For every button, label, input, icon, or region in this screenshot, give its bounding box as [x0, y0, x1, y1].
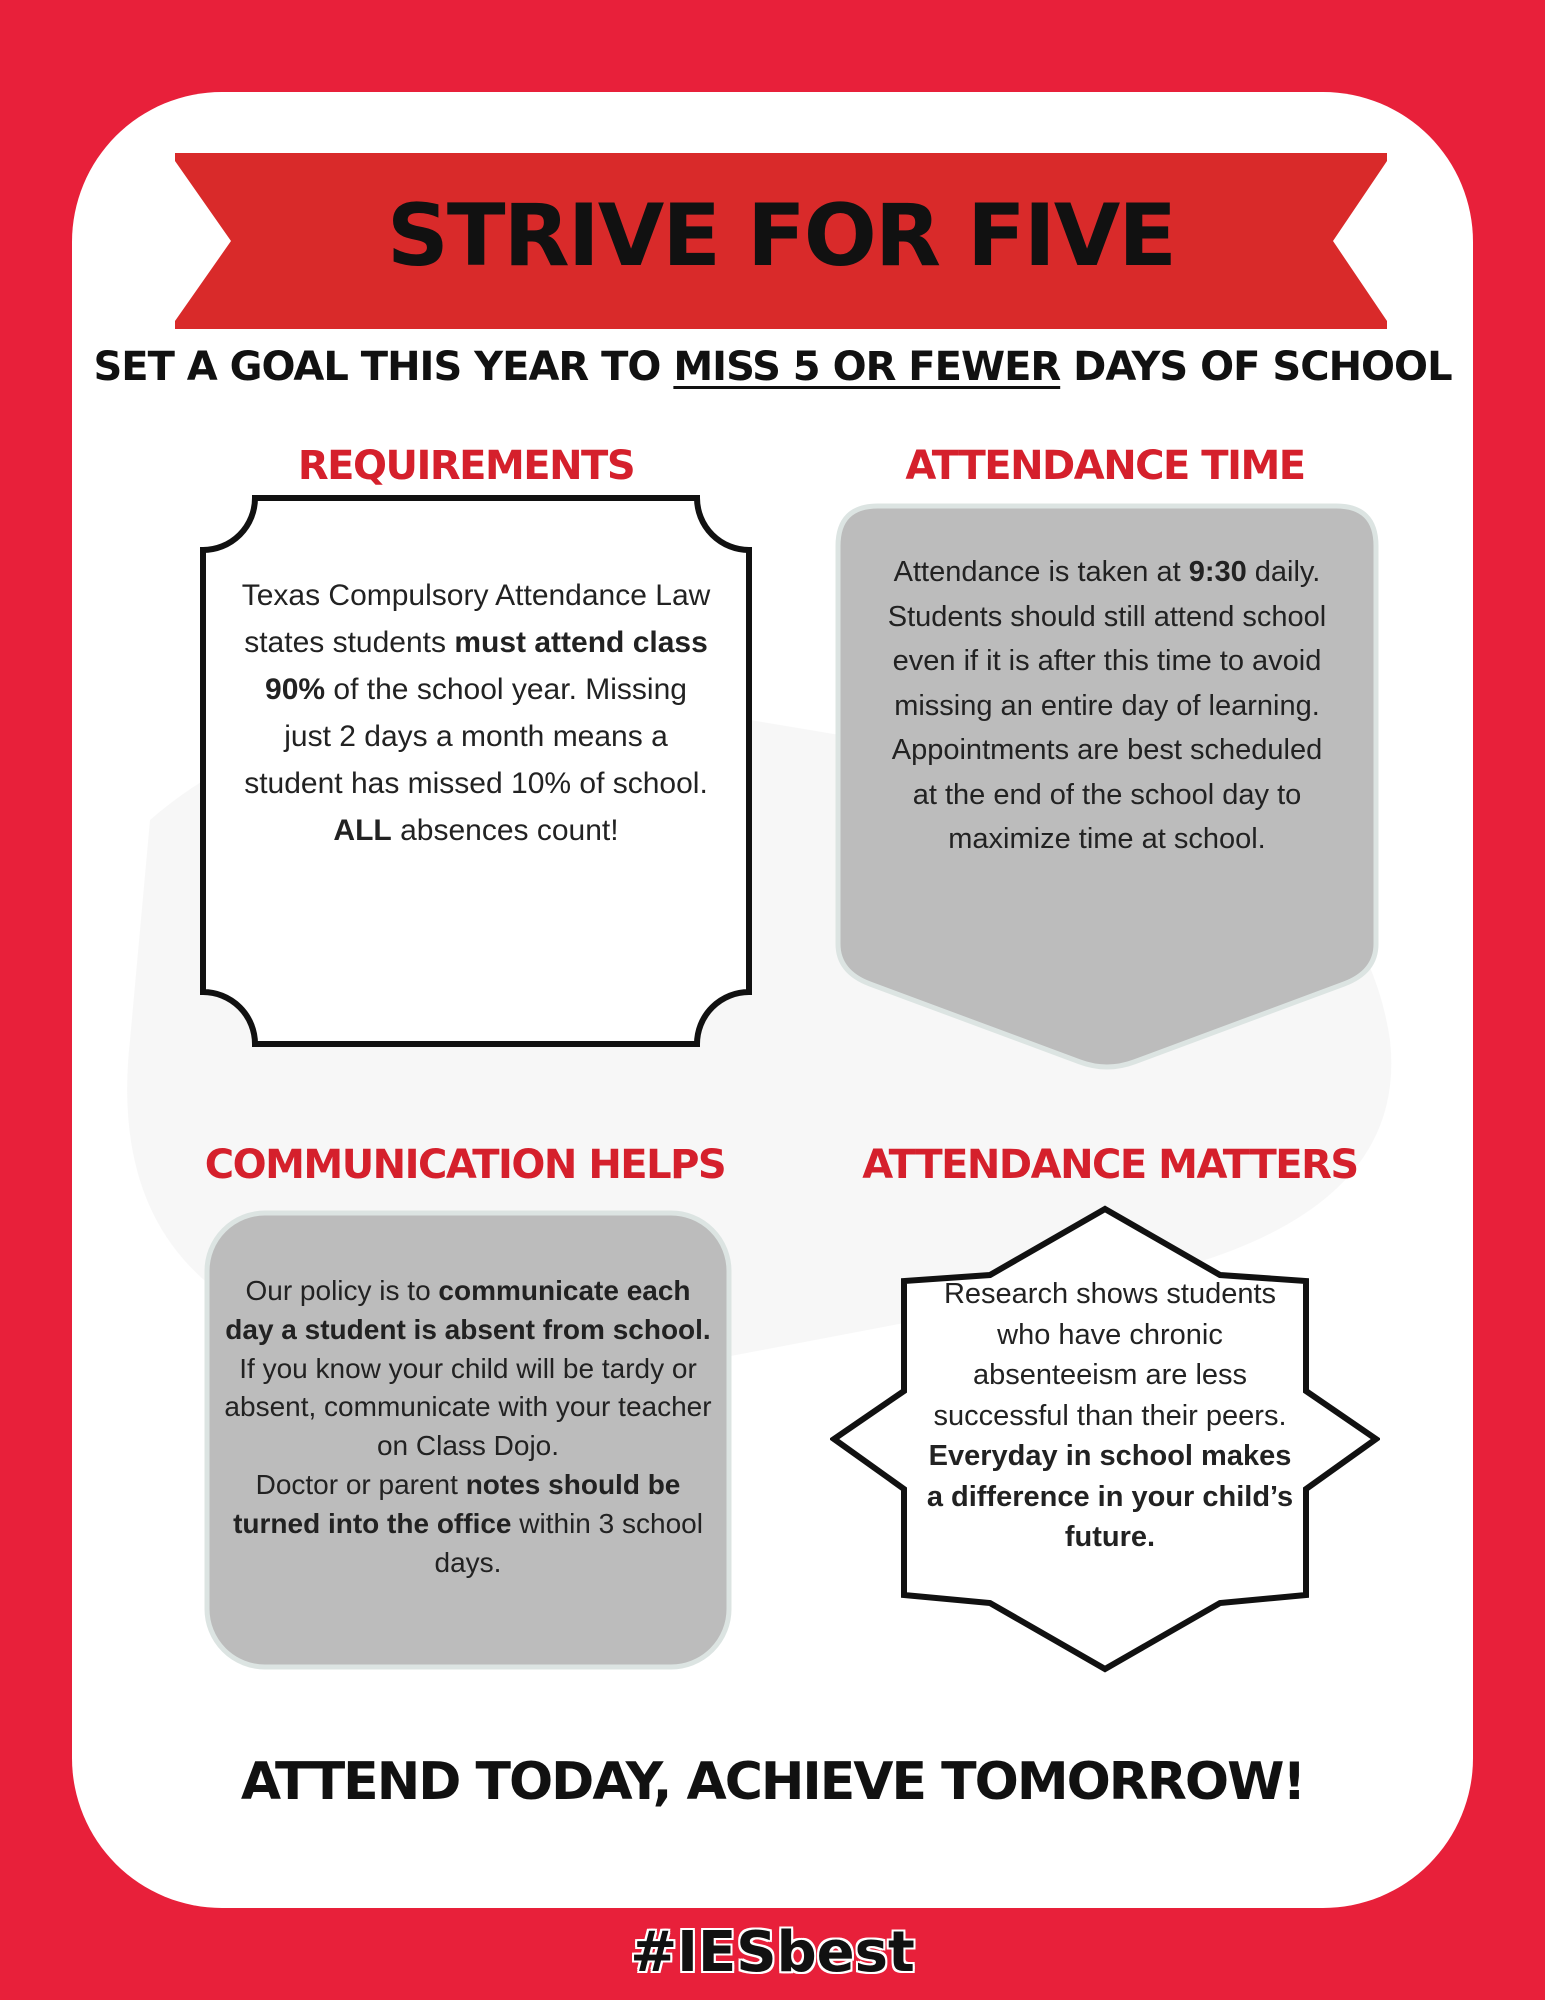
- subtitle-text-before: SET A GOAL THIS YEAR TO: [93, 344, 674, 390]
- communication-bold-2: notes should be turned into the office: [233, 1468, 681, 1539]
- communication-bold-1: communicate each day a student is absent from school.: [225, 1275, 711, 1345]
- attendance-time-bold: 9:30: [1188, 556, 1247, 588]
- attendance-time-text: [880, 550, 1334, 862]
- communication-paragraph-1: [220, 1272, 716, 1466]
- requirements-text-1: Texas Compulsory Attendance Law states students: [241, 579, 711, 659]
- requirements-text-2: of the school year. Missing just 2 days a month means a student has missed 10% of school.: [244, 673, 708, 800]
- communication-text-2: If you know your child will be tardy or absent, communicate with your teacher on Class Dojo.: [224, 1352, 712, 1462]
- attendance-matters-heading: ATTENDANCE MATTERS: [862, 1142, 1358, 1188]
- communication-text-3: Doctor or parent: [255, 1468, 466, 1500]
- requirements-text-3: absences count!: [391, 814, 619, 847]
- requirements-text: [240, 572, 712, 854]
- attendance-time-heading: ATTENDANCE TIME: [905, 443, 1305, 489]
- communication-heading: COMMUNICATION HELPS: [204, 1142, 726, 1188]
- requirements-heading: REQUIREMENTS: [297, 443, 635, 489]
- page-subtitle: [80, 344, 1465, 390]
- requirements-bold-2: ALL: [333, 814, 392, 847]
- attendance-matters-bold: Everyday in school makes a difference in your child’s future.: [926, 1440, 1294, 1553]
- subtitle-text-after: DAYS OF SCHOOL: [1060, 344, 1452, 390]
- attendance-time-text-2: daily. Students should still attend school even if it is after this time to avoid missing an entire day of learning. Appointments are best scheduled at the end of the school day to maximize time at school.: [887, 556, 1327, 855]
- hashtag: #IESbest: [630, 1920, 915, 1985]
- attendance-matters-text: [920, 1274, 1300, 1558]
- communication-text-4: within 3 school days.: [434, 1507, 703, 1578]
- attendance-time-text-1: Attendance is taken at: [893, 556, 1189, 588]
- requirements-bold-1: must attend class 90%: [265, 626, 708, 706]
- communication-text-1: Our policy is to: [245, 1275, 439, 1306]
- communication-text: [220, 1272, 716, 1582]
- communication-paragraph-2: [220, 1466, 716, 1582]
- slogan: ATTEND TODAY, ACHIEVE TOMORROW!: [240, 1752, 1305, 1812]
- subtitle-underlined: MISS 5 OR FEWER: [673, 344, 1061, 390]
- attendance-matters-text-1: Research shows students who have chronic absenteeism are less successful than their peers.: [933, 1278, 1287, 1432]
- page-title: STRIVE FOR FIVE: [386, 186, 1176, 286]
